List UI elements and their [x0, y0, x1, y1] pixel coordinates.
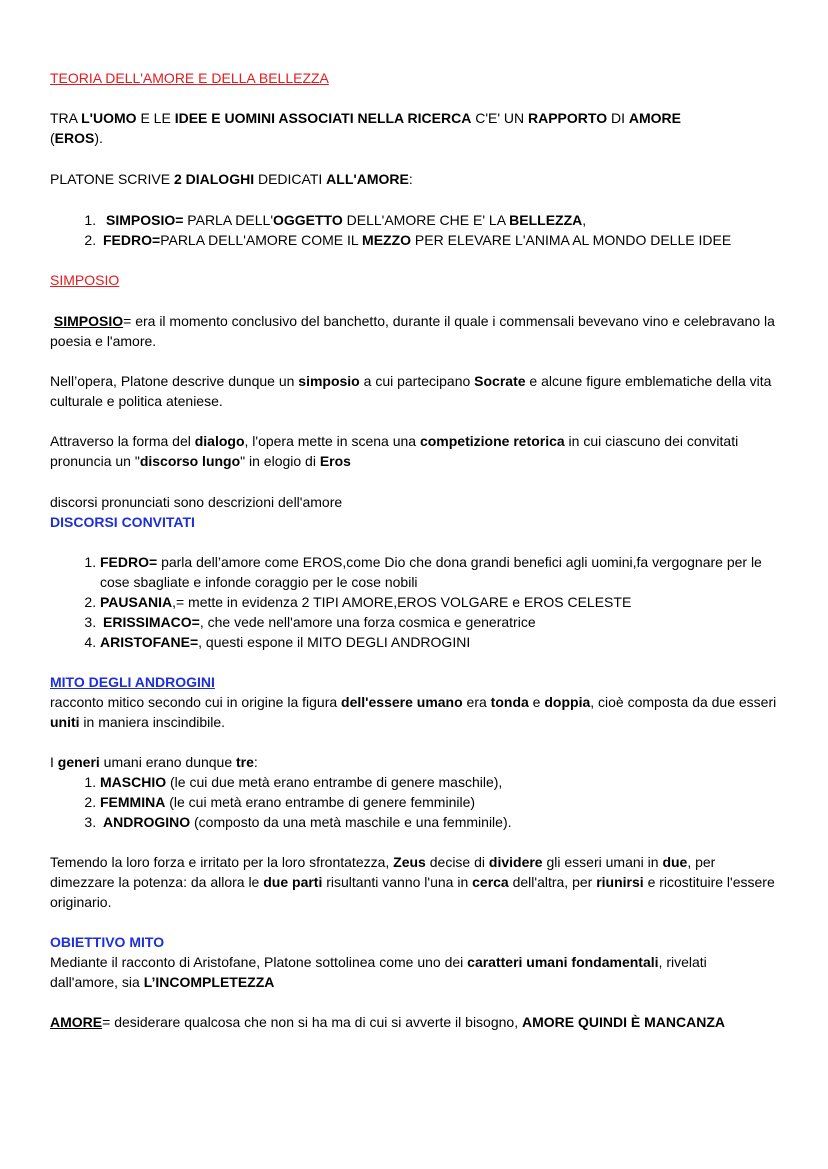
text: = era il momento conclusivo del banchetto, durante il quale i commensali bevevano vino e celebravano la poesia e l'amore.	[50, 313, 775, 349]
bold-text: 2 DIALOGHI	[173, 171, 255, 187]
text: Mediante il racconto di Aristofane, Platone sottolinea come uno dei	[50, 954, 468, 970]
bold-text: PAUSANIA	[100, 594, 173, 610]
opera-paragraph	[50, 371, 778, 411]
list-item	[100, 812, 778, 832]
text: , cioè composta da due esseri	[590, 694, 777, 710]
bold-text: FEDRO=	[100, 554, 158, 570]
bold-text: ARISTOFANE=	[100, 634, 199, 650]
bold-text: L'UOMO	[81, 110, 137, 126]
text: DEDICATI	[254, 171, 327, 187]
mito-heading: MITO DEGLI ANDROGINI	[50, 674, 215, 690]
text: DI	[607, 110, 629, 126]
text: (	[50, 130, 55, 146]
text: e alcune figure emblematiche della vita culturale e politica ateniese.	[50, 373, 772, 409]
text: PARLA DELL'AMORE COME IL	[160, 232, 363, 248]
bold-text: SIMPOSIO=	[106, 212, 184, 228]
text: (le cui metà erano entrambe di genere femminile)	[165, 794, 476, 810]
bold-text: Zeus	[393, 854, 426, 870]
text: , questi espone il MITO DEGLI ANDROGINI	[198, 634, 471, 650]
bold-text: dividere	[488, 854, 543, 870]
list-item	[100, 792, 778, 812]
text: , l'opera mette in scena una	[244, 433, 420, 449]
dialoghi-paragraph	[50, 169, 778, 189]
bold-text: competizione retorica	[419, 433, 565, 449]
bold-text: RAPPORTO	[528, 110, 608, 126]
bold-text: AMORE	[628, 110, 681, 126]
bold-text: caratteri umani fondamentali	[467, 954, 659, 970]
text: risultanti vanno l'una in	[322, 874, 473, 890]
text: " in elogio di	[240, 453, 320, 469]
generi-list	[50, 772, 778, 832]
bold-text: ALL'AMORE	[326, 171, 409, 187]
text: (composto da una metà maschile e una femminile).	[190, 814, 512, 830]
text: = desiderare qualcosa che non si ha ma di cui si avverte il bisogno,	[102, 1014, 522, 1030]
generi-paragraph	[50, 752, 778, 772]
bold-text: tre	[236, 754, 254, 770]
bold-text: simposio	[298, 373, 360, 389]
bold-text: AMORE QUINDI È MANCANZA	[521, 1014, 725, 1030]
text: parla dell’amore come EROS,come Dio che dona grandi benefici agli uomini,fa vergognare per le cose sbagliate e infonde coraggio per le cose nobili	[100, 554, 762, 590]
text: :	[408, 171, 413, 187]
text: dell'altra, per	[508, 874, 597, 890]
obiettivo-heading: OBIETTIVO MITO	[50, 934, 165, 950]
list-item	[100, 632, 778, 652]
simposio-heading: SIMPOSIO	[50, 272, 120, 288]
list-item	[100, 230, 778, 250]
bold-text: uniti	[50, 714, 80, 730]
text: Temendo la loro forza e irritato per la loro sfrontatezza,	[50, 854, 394, 870]
text: e ricostituire l'essere originario.	[50, 874, 775, 910]
bold-text: IDEE E UOMINI ASSOCIATI NELLA RICERCA	[174, 110, 472, 126]
discorsi-heading: DISCORSI CONVITATI	[50, 514, 195, 530]
bold-text: EROS	[54, 130, 95, 146]
bold-text: riunirsi	[596, 874, 644, 890]
bold-text: L’INCOMPLETEZZA	[143, 974, 275, 990]
text: DELL'AMORE CHE E' LA	[342, 212, 510, 228]
bold-text: MASCHIO	[100, 774, 167, 790]
text: era	[462, 694, 491, 710]
text: ).	[94, 130, 103, 146]
text: ,= mette in evidenza 2 TIPI AMORE,EROS VOLGARE e EROS CELESTE	[172, 594, 632, 610]
obiettivo-paragraph	[50, 952, 778, 992]
text: , che vede nell'amore una forza cosmica e generatrice	[199, 614, 536, 630]
text: PARLA DELL'	[183, 212, 273, 228]
text: gli esseri umani in	[542, 854, 663, 870]
bold-text: dialogo	[194, 433, 245, 449]
bold-text: MEZZO	[362, 232, 412, 248]
bold-text: due	[662, 854, 688, 870]
text: Nell’opera, Platone descrive dunque un	[50, 373, 299, 389]
mito-paragraph	[50, 692, 778, 732]
zeus-paragraph	[50, 852, 778, 912]
text: TRA	[50, 110, 82, 126]
bold-text: Socrate	[474, 373, 526, 389]
bold-text: cerca	[472, 874, 509, 890]
bold-text: ERISSIMACO=	[103, 614, 200, 630]
list-item	[100, 612, 778, 632]
bold-text: doppia	[544, 694, 591, 710]
bold-text: FEDRO=	[103, 232, 161, 248]
list-item	[100, 592, 778, 612]
text: in cui ciascuno dei convitati pronuncia un "	[50, 433, 739, 469]
dialoghi-list	[50, 210, 778, 250]
bold-text: due parti	[263, 874, 323, 890]
amore-paragraph	[50, 1012, 778, 1032]
text: PLATONE SCRIVE	[50, 171, 174, 187]
bold-text: tonda	[490, 694, 529, 710]
text: I	[50, 754, 58, 770]
intro-paragraph	[50, 108, 778, 148]
text: (le cui due metà erano entrambe di genere maschile),	[166, 774, 503, 790]
list-item	[100, 210, 778, 230]
text: e	[528, 694, 545, 710]
bold-text: FEMMINA	[100, 794, 166, 810]
bold-text: generi	[57, 754, 100, 770]
convitati-list	[50, 552, 778, 652]
bold-text: ANDROGINO	[103, 814, 191, 830]
text: C'E' UN	[471, 110, 528, 126]
discorsi-line: discorsi pronunciati sono descrizioni dell'amore	[50, 494, 343, 510]
text: a cui partecipano	[359, 373, 475, 389]
text: ,	[582, 212, 587, 228]
text: racconto mitico secondo cui in origine la figura	[50, 694, 342, 710]
bold-text: dell'essere umano	[341, 694, 463, 710]
list-item	[100, 772, 778, 792]
text: , per dimezzare la potenza: da allora le	[50, 854, 716, 890]
list-item	[100, 552, 778, 592]
text: Attraverso la forma del	[50, 433, 195, 449]
text: :	[253, 754, 258, 770]
document-title: TEORIA DELL'AMORE E DELLA BELLEZZA	[50, 70, 329, 86]
bold-text: BELLEZZA	[509, 212, 583, 228]
text: in maniera inscindibile.	[79, 714, 226, 730]
text: , rivelati dall'amore, sia	[50, 954, 707, 990]
dialogo-paragraph	[50, 431, 778, 471]
bold-text: OGGETTO	[273, 212, 343, 228]
text: umani erano dunque	[99, 754, 237, 770]
bold-text: discorso lungo	[139, 453, 241, 469]
bold-text: AMORE	[50, 1014, 103, 1030]
text: decise di	[425, 854, 489, 870]
simposio-definition	[50, 311, 778, 351]
bold-text: Eros	[319, 453, 351, 469]
text: PER ELEVARE L'ANIMA AL MONDO DELLE IDEE	[411, 232, 732, 248]
text: E LE	[136, 110, 175, 126]
bold-text: SIMPOSIO	[53, 313, 124, 329]
